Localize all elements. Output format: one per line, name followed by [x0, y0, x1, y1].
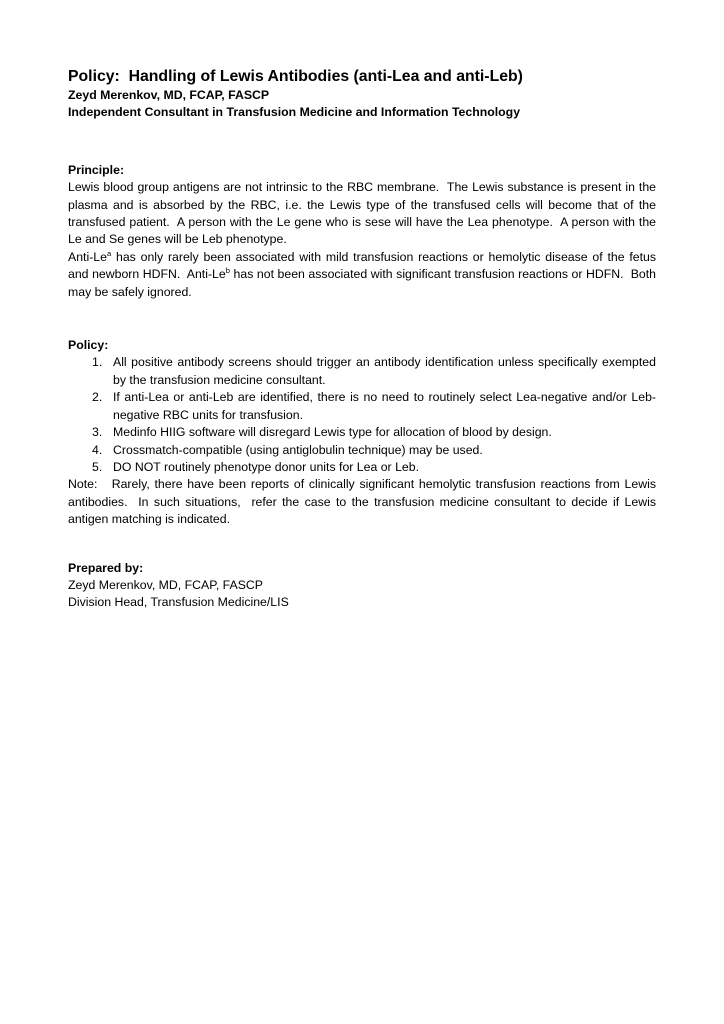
policy-item-2 — [92, 389, 656, 424]
policy-item-1-number: 1. — [92, 355, 103, 370]
document-author: Zeyd Merenkov, MD, FCAP, FASCP — [68, 88, 270, 102]
policy-heading: Policy: — [68, 338, 109, 353]
policy-item-2-text: If anti-Lea or anti-Leb are identified, there is no need to routinely select Lea-negative and/or Leb-negative RBC units for transfusion. — [113, 390, 656, 422]
policy-item-4-text: Crossmatch-compatible (using antiglobulin technique) may be used. — [113, 442, 483, 457]
policy-item-3-text: Medinfo HIIG software will disregard Lewis type for allocation of blood by design. — [113, 425, 552, 440]
document-affiliation: Independent Consultant in Transfusion Medicine and Information Technology — [68, 105, 521, 120]
anti-le-seg3: has not been associated with significant transfusion reactions or HDFN. Both may be safely ignored. — [68, 267, 656, 299]
anti-le-seg2: has only rarely been associated with mild transfusion reactions or hemolytic disease of the fetus and newborn HDFN. Anti-Le — [68, 249, 656, 282]
policy-item-4-number: 4. — [92, 442, 103, 457]
principle-heading: Principle: — [68, 162, 125, 177]
policy-item-5 — [92, 459, 656, 476]
prepared-by-name: Zeyd Merenkov, MD, FCAP, FASCP — [68, 577, 263, 592]
policy-item-1-text: All positive antibody screens should trigger an antibody identification unless specifically exempted by the transfusion medicine consultant. — [113, 355, 656, 387]
policy-item-1 — [92, 354, 656, 389]
document-title: Policy: Handling of Lewis Antibodies (anti-Lea and anti-Leb) — [68, 68, 523, 85]
note-paragraph: Note: Rarely, there have been reports of clinically significant hemolytic transfusion reactions from Lewis antibodies. In such situations, refer the case to the transfusion medicine consultant to decide if Lewis antigen matching is indicated. — [68, 477, 656, 527]
anti-le-superscript-a: a — [106, 248, 112, 258]
anti-le-superscript-b: b — [225, 266, 230, 276]
prepared-by-title: Division Head, Transfusion Medicine/LIS — [68, 595, 289, 610]
principle-paragraph: Lewis blood group antigens are not intrinsic to the RBC membrane. The Lewis substance is present in the plasma and is absorbed by the RBC, i.e. the Lewis type of the transfused cells will become that of the transfused patient. A person with the Le gene who is sese will have the Lea phenotype. A person with the Le and Se genes will be Leb phenotype. — [68, 180, 656, 247]
anti-le-seg1: Anti-Le — [68, 249, 107, 264]
policy-item-3 — [92, 424, 656, 441]
policy-item-2-number: 2. — [92, 390, 103, 405]
anti-le-paragraph — [68, 249, 656, 301]
policy-item-4 — [92, 442, 656, 459]
policy-item-5-text: DO NOT routinely phenotype donor units for Lea or Leb. — [113, 459, 420, 474]
policy-item-3-number: 3. — [92, 425, 103, 440]
policy-item-5-number: 5. — [92, 459, 103, 474]
prepared-by-heading: Prepared by: — [68, 560, 144, 575]
policy-list — [68, 354, 656, 476]
